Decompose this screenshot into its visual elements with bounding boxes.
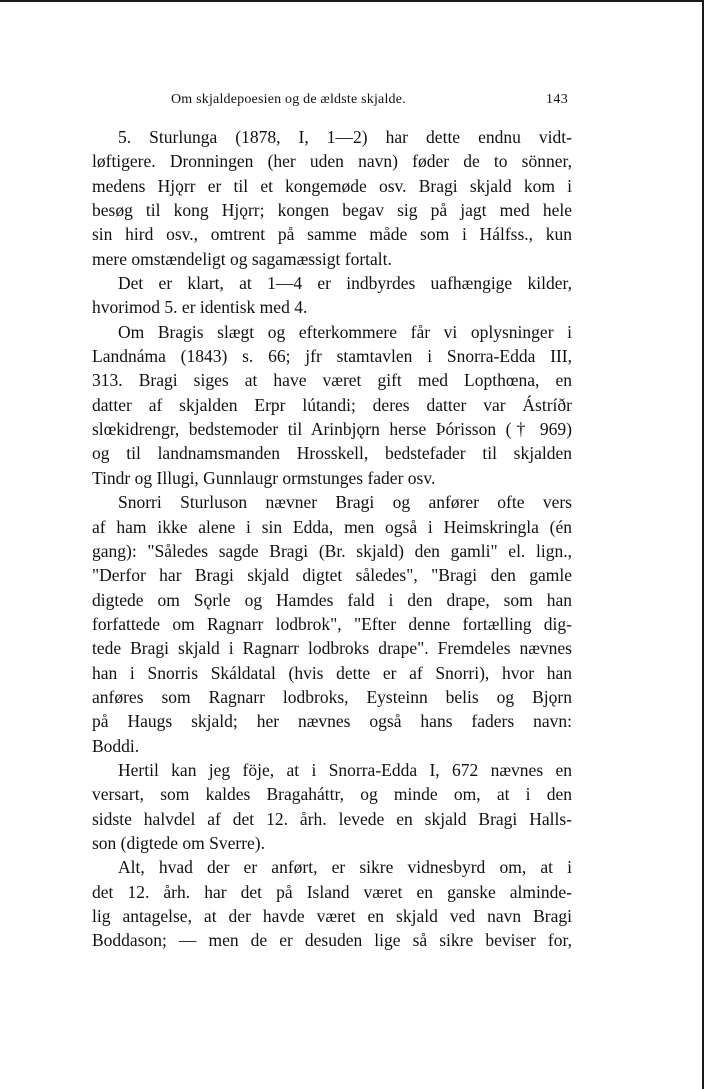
page-edge-top	[0, 0, 704, 2]
text-line: hvorimod 5. er identisk med 4.	[92, 297, 308, 318]
text-line: Boddason; — men de er desuden lige så sikre beviser for,	[92, 930, 572, 951]
text-line: mere omstændeligt og sagamæssigt fortalt.	[92, 248, 392, 269]
text-line: gang): "Således sagde Bragi (Br. skjald) den gamli" el. lign.,	[92, 540, 572, 561]
text-line: løftigere. Dronningen (her uden navn) føder de to sönner,	[92, 151, 572, 172]
text-line: sidste halvdel af det 12. årh. levede en skjald Bragi Halls-	[92, 808, 572, 829]
text-line: det 12. årh. har det på Island været en ganske alminde-	[92, 881, 572, 902]
text-line: datter af skjalden Erpr lútandi; deres datter var Ástríðr	[92, 394, 572, 415]
text-line: son (digtede om Sverre).	[92, 832, 266, 853]
text-line: "Derfor har Bragi skjald digtet således", "Bragi den gamle	[92, 565, 572, 586]
text-line: Alt, hvad der er anført, er sikre vidnesbyrd om, at i	[118, 857, 572, 878]
text-line: Tindr og Illugi, Gunnlaugr ormstunges fader osv.	[92, 467, 436, 488]
running-title: Om skjaldepoesien og de ældste skjalde.	[171, 92, 406, 107]
text-line: Hertil kan jeg föje, at i Snorra-Edda I, 672 nævnes en	[118, 759, 572, 780]
text-line: og til landnamsmanden Hrosskell, bedstefader til skjalden	[92, 443, 572, 464]
page-number: 143	[546, 92, 569, 107]
text-line: 313. Bragi siges at have været gift med Lopthœna, en	[92, 370, 572, 391]
text-line: lig antagelse, at der havde været en skjald ved navn Bragi	[92, 906, 572, 926]
text-line: slœkidrengr, bedstemoder til Arinbjǫrn herse Þórisson († 969)	[92, 419, 572, 440]
text-line: tede Bragi skjald i Ragnarr lodbroks drape". Fremdeles nævnes	[92, 638, 572, 659]
text-line: 5. Sturlunga (1878, I, 1—2) har dette endnu vidt-	[118, 127, 572, 147]
text-line: på Haugs skjald; her nævnes også hans faders navn:	[92, 711, 572, 732]
text-line: versart, som kaldes Bragaháttr, og minde om, at i den	[92, 784, 572, 805]
text-line: Boddi.	[92, 735, 140, 756]
text-line: han i Snorris Skáldatal (hvis dette er af Snorri), hvor han	[92, 662, 572, 683]
text-line: Om Bragis slægt og efterkommere får vi oplysninger i	[118, 321, 572, 342]
text-line: forfattede om Ragnarr lodbrok", "Efter denne fortælling dig-	[92, 613, 572, 634]
text-line: af ham ikke alene i sin Edda, men også i Heimskringla (én	[92, 516, 572, 537]
body-text	[92, 125, 572, 953]
running-head	[0, 92, 704, 112]
text-line: Det er klart, at 1—4 er indbyrdes uafhængige kilder,	[118, 273, 572, 294]
text-line: besøg til kong Hjǫrr; kongen begav sig på jagt med hele	[92, 200, 572, 221]
text-line: Snorri Sturluson nævner Bragi og anfører ofte vers	[118, 492, 572, 513]
text-line: anføres som Ragnarr lodbroks, Eysteinn belis og Bjǫrn	[92, 686, 572, 707]
text-line: medens Hjǫrr er til et kongemøde osv. Bragi skjald kom i	[92, 175, 572, 196]
text-line: Landnáma (1843) s. 66; jfr stamtavlen i Snorra-Edda III,	[92, 346, 572, 367]
text-line: sin hird osv., omtrent på samme måde som i Hálfss., kun	[92, 224, 572, 245]
text-line: digtede om Sǫrle og Hamdes fald i den drape, som han	[92, 589, 572, 610]
